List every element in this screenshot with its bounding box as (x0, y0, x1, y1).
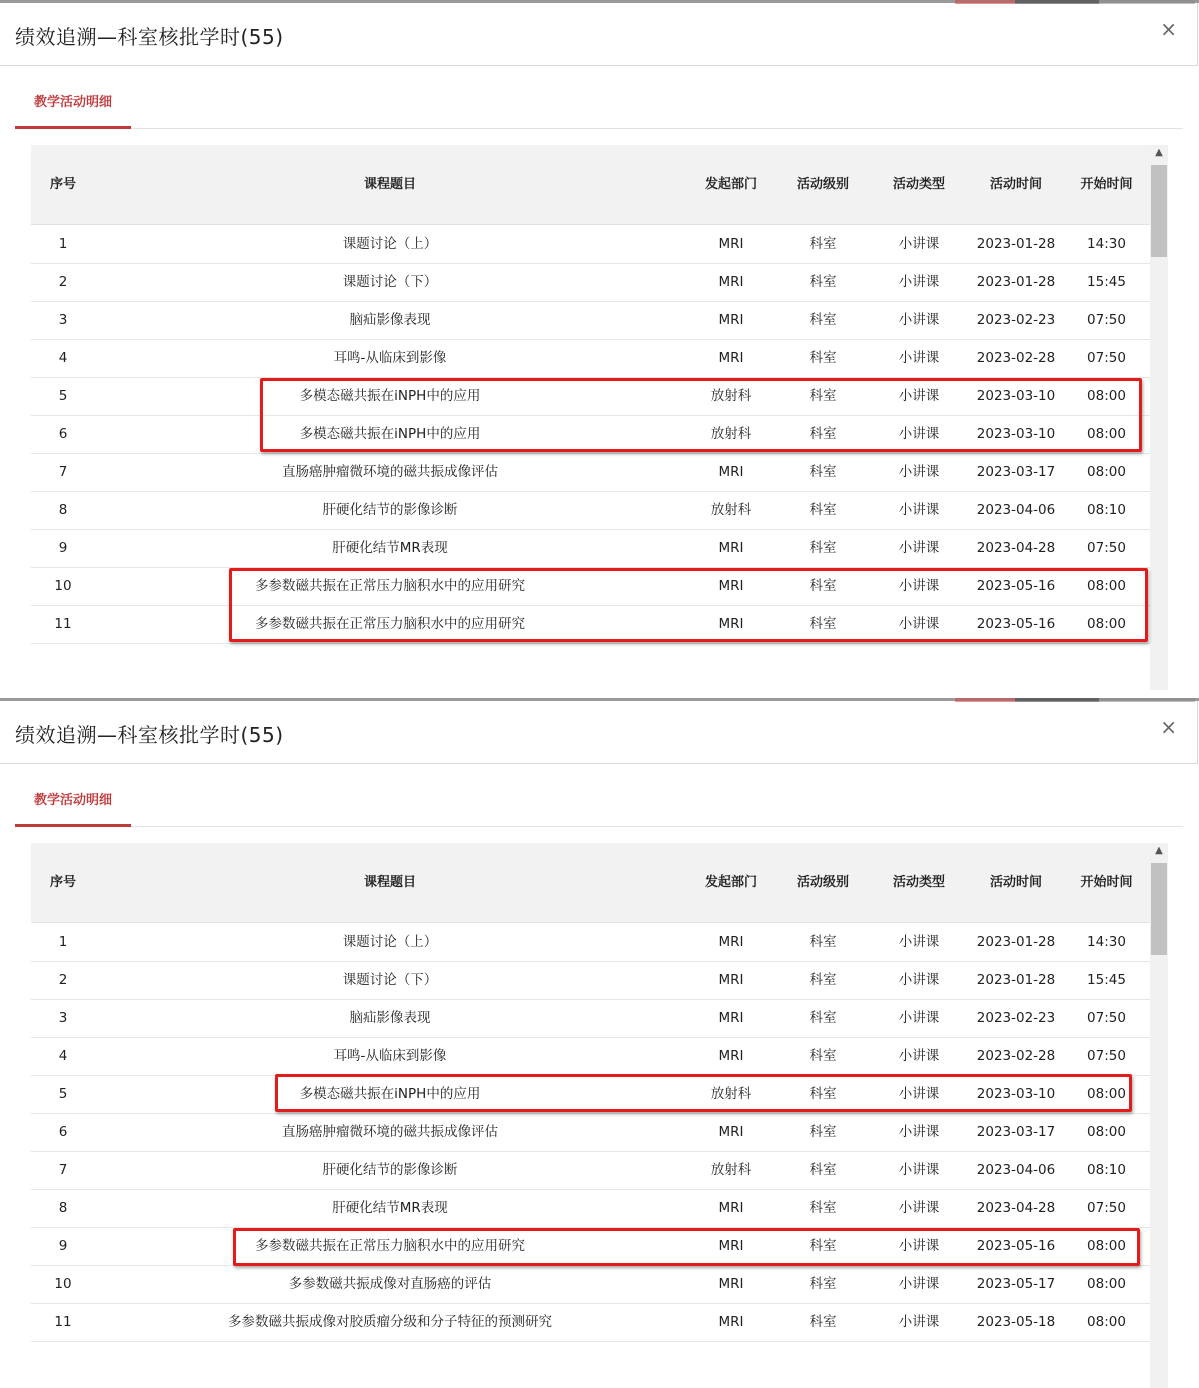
cell-course-title: 肝硬化结节的影像诊断 (322, 502, 458, 518)
cell-index: 3 (58, 312, 68, 328)
cell-department: MRI (718, 578, 744, 594)
cell-department: MRI (718, 972, 744, 988)
cell-type: 小讲课 (898, 350, 940, 366)
modal-dialog-before (0, 0, 1199, 690)
cell-type: 小讲课 (898, 1086, 940, 1102)
cell-level: 科室 (809, 464, 837, 480)
column-header-course-title: 课程题目 (363, 875, 416, 890)
table-row[interactable] (31, 301, 1150, 340)
cell-department: MRI (718, 236, 744, 252)
cell-course-title: 肝硬化结节MR表现 (332, 540, 448, 556)
cell-date: 2023-05-16 (976, 616, 1056, 632)
cell-index: 10 (54, 1276, 72, 1292)
cell-index: 1 (58, 236, 68, 252)
cell-level: 科室 (809, 312, 837, 328)
cell-course-title: 课题讨论（下） (342, 274, 438, 290)
modal-header (0, 3, 1198, 66)
cell-index: 2 (58, 972, 68, 988)
cell-course-title: 多参数磁共振成像对直肠癌的评估 (288, 1276, 492, 1292)
cell-start-time: 08:00 (1087, 1276, 1126, 1292)
modal-title: 绩效追溯—科室核批学时(55) (15, 723, 284, 747)
scrollbar-thumb[interactable] (1151, 165, 1167, 257)
table-row[interactable] (31, 339, 1150, 378)
cell-date: 2023-05-16 (976, 578, 1056, 594)
cell-start-time: 08:00 (1087, 1238, 1126, 1254)
cell-level: 科室 (809, 1314, 837, 1330)
table-row[interactable] (31, 999, 1150, 1038)
cell-department: MRI (718, 1314, 744, 1330)
scrollbar-thumb[interactable] (1151, 863, 1167, 955)
cell-department: MRI (718, 934, 744, 950)
cell-level: 科室 (809, 1086, 837, 1102)
cell-department: MRI (718, 1048, 744, 1064)
close-icon[interactable]: × (1160, 715, 1177, 739)
highlight-box (233, 1228, 1140, 1266)
cell-level: 科室 (809, 616, 837, 632)
cell-type: 小讲课 (898, 274, 940, 290)
cell-course-title: 多参数磁共振在正常压力脑积水中的应用研究 (255, 1238, 525, 1254)
cell-course-title: 肝硬化结节的影像诊断 (322, 1162, 458, 1178)
cell-start-time: 08:10 (1087, 1162, 1126, 1178)
table-row[interactable] (31, 1189, 1150, 1228)
cell-date: 2023-04-28 (976, 540, 1056, 556)
cell-start-time: 07:50 (1087, 312, 1126, 328)
cell-date: 2023-03-10 (976, 388, 1056, 404)
cell-level: 科室 (809, 350, 837, 366)
cell-level: 科室 (809, 388, 837, 404)
cell-type: 小讲课 (898, 502, 940, 518)
cell-type: 小讲课 (898, 1314, 940, 1330)
cell-index: 6 (58, 426, 68, 442)
column-header-type: 活动类型 (892, 177, 945, 192)
cell-start-time: 08:00 (1087, 616, 1126, 632)
cell-type: 小讲课 (898, 972, 940, 988)
column-header-level: 活动级别 (796, 875, 849, 890)
cell-start-time: 15:45 (1087, 972, 1126, 988)
table-row[interactable] (31, 225, 1150, 264)
cell-type: 小讲课 (898, 1162, 940, 1178)
cell-course-title: 肝硬化结节MR表现 (332, 1200, 448, 1216)
table-row[interactable] (31, 453, 1150, 492)
cell-department: 放射科 (710, 426, 752, 442)
highlight-box (275, 1074, 1132, 1112)
cell-department: MRI (718, 1276, 744, 1292)
modal-dialog-after (0, 698, 1199, 1388)
cell-course-title: 课题讨论（上） (342, 236, 438, 252)
cell-type: 小讲课 (898, 1124, 940, 1140)
cell-type: 小讲课 (898, 578, 940, 594)
cell-date: 2023-05-18 (976, 1314, 1056, 1330)
column-header-type: 活动类型 (892, 875, 945, 890)
cell-department: MRI (718, 312, 744, 328)
cell-start-time: 07:50 (1087, 1010, 1126, 1026)
cell-date: 2023-03-10 (976, 426, 1056, 442)
cell-start-time: 08:00 (1087, 464, 1126, 480)
cell-start-time: 08:00 (1087, 1124, 1126, 1140)
table-row[interactable] (31, 1113, 1150, 1152)
column-header-course-title: 课程题目 (363, 177, 416, 192)
modal-title: 绩效追溯—科室核批学时(55) (15, 25, 284, 49)
cell-type: 小讲课 (898, 1238, 940, 1254)
column-header-date: 活动时间 (989, 177, 1042, 192)
table-row[interactable] (31, 1037, 1150, 1076)
cell-start-time: 08:00 (1087, 1086, 1126, 1102)
cell-index: 3 (58, 1010, 68, 1026)
cell-type: 小讲课 (898, 540, 940, 556)
cell-date: 2023-02-28 (976, 1048, 1056, 1064)
table-row[interactable] (31, 529, 1150, 568)
cell-index: 10 (54, 578, 72, 594)
cell-date: 2023-01-28 (976, 934, 1056, 950)
cell-start-time: 08:00 (1087, 388, 1126, 404)
cell-course-title: 脑疝影像表现 (349, 312, 431, 328)
table-row[interactable] (31, 1303, 1150, 1342)
cell-level: 科室 (809, 1238, 837, 1254)
table-row[interactable] (31, 491, 1150, 530)
cell-start-time: 08:00 (1087, 426, 1126, 442)
cell-index: 11 (54, 616, 72, 632)
cell-type: 小讲课 (898, 1010, 940, 1026)
cell-type: 小讲课 (898, 934, 940, 950)
cell-level: 科室 (809, 236, 837, 252)
cell-date: 2023-03-17 (976, 1124, 1056, 1140)
column-header-start-time: 开始时间 (1080, 177, 1133, 192)
cell-start-time: 07:50 (1087, 1048, 1126, 1064)
cell-date: 2023-01-28 (976, 972, 1056, 988)
vertical-scrollbar[interactable] (1150, 843, 1168, 1388)
cell-start-time: 07:50 (1087, 350, 1126, 366)
cell-start-time: 08:10 (1087, 502, 1126, 518)
cell-index: 9 (58, 540, 68, 556)
cell-level: 科室 (809, 1124, 837, 1140)
cell-course-title: 耳鸣-从临床到影像 (333, 350, 447, 366)
cell-date: 2023-02-28 (976, 350, 1056, 366)
cell-start-time: 07:50 (1087, 540, 1126, 556)
tab-bar (15, 786, 1183, 827)
cell-index: 7 (58, 464, 68, 480)
cell-date: 2023-04-06 (976, 1162, 1056, 1178)
column-header-index: 序号 (49, 177, 76, 192)
cell-level: 科室 (809, 274, 837, 290)
cell-department: MRI (718, 464, 744, 480)
column-header-level: 活动级别 (796, 177, 849, 192)
cell-index: 6 (58, 1124, 68, 1140)
cell-index: 8 (58, 502, 68, 518)
scroll-up-icon[interactable]: ▲ (1155, 147, 1163, 158)
cell-level: 科室 (809, 540, 837, 556)
cell-date: 2023-04-06 (976, 502, 1056, 518)
table-row[interactable] (31, 961, 1150, 1000)
column-header-department: 发起部门 (704, 177, 757, 192)
cell-date: 2023-05-17 (976, 1276, 1056, 1292)
cell-department: MRI (718, 274, 744, 290)
cell-course-title: 耳鸣-从临床到影像 (333, 1048, 447, 1064)
cell-department: MRI (718, 540, 744, 556)
cell-start-time: 08:00 (1087, 578, 1126, 594)
cell-department: 放射科 (710, 1162, 752, 1178)
cell-type: 小讲课 (898, 464, 940, 480)
cell-index: 8 (58, 1200, 68, 1216)
table-row[interactable] (31, 923, 1150, 962)
cell-course-title: 多参数磁共振在正常压力脑积水中的应用研究 (255, 616, 525, 632)
cell-type: 小讲课 (898, 1048, 940, 1064)
cell-type: 小讲课 (898, 388, 940, 404)
cell-start-time: 07:50 (1087, 1200, 1126, 1216)
table-row[interactable] (31, 263, 1150, 302)
tab-bar (15, 88, 1183, 129)
cell-index: 11 (54, 1314, 72, 1330)
column-header-date: 活动时间 (989, 875, 1042, 890)
cell-index: 9 (58, 1238, 68, 1254)
modal-header (0, 701, 1198, 764)
cell-type: 小讲课 (898, 1276, 940, 1292)
column-header-start-time: 开始时间 (1080, 875, 1133, 890)
cell-department: 放射科 (710, 502, 752, 518)
cell-date: 2023-05-16 (976, 1238, 1056, 1254)
cell-department: MRI (718, 616, 744, 632)
table-row[interactable] (31, 1151, 1150, 1190)
cell-department: MRI (718, 350, 744, 366)
cell-level: 科室 (809, 426, 837, 442)
cell-level: 科室 (809, 1276, 837, 1292)
cell-course-title: 直肠癌肿瘤微环境的磁共振成像评估 (282, 1124, 498, 1140)
cell-index: 2 (58, 274, 68, 290)
cell-index: 5 (58, 1086, 68, 1102)
cell-department: 放射科 (710, 388, 752, 404)
table-header (31, 145, 1150, 225)
activity-table (31, 843, 1168, 1388)
column-header-index: 序号 (49, 875, 76, 890)
cell-index: 1 (58, 934, 68, 950)
cell-department: MRI (718, 1010, 744, 1026)
column-header-department: 发起部门 (704, 875, 757, 890)
cell-course-title: 脑疝影像表现 (349, 1010, 431, 1026)
cell-level: 科室 (809, 1162, 837, 1178)
vertical-scrollbar[interactable] (1150, 145, 1168, 690)
cell-course-title: 课题讨论（下） (342, 972, 438, 988)
cell-course-title: 直肠癌肿瘤微环境的磁共振成像评估 (282, 464, 498, 480)
cell-course-title: 多参数磁共振成像对胶质瘤分级和分子特征的预测研究 (228, 1314, 552, 1330)
cell-start-time: 14:30 (1087, 236, 1126, 252)
cell-index: 5 (58, 388, 68, 404)
cell-date: 2023-02-23 (976, 1010, 1056, 1026)
cell-date: 2023-02-23 (976, 312, 1056, 328)
cell-date: 2023-04-28 (976, 1200, 1056, 1216)
cell-department: MRI (718, 1124, 744, 1140)
table-header (31, 843, 1150, 923)
cell-level: 科室 (809, 1200, 837, 1216)
cell-course-title: 多模态磁共振在iNPH中的应用 (299, 426, 481, 442)
duplicate-highlight-box (260, 378, 1142, 452)
table-row[interactable] (31, 1265, 1150, 1304)
cell-level: 科室 (809, 502, 837, 518)
cell-type: 小讲课 (898, 312, 940, 328)
cell-level: 科室 (809, 934, 837, 950)
cell-department: 放射科 (710, 1086, 752, 1102)
close-icon[interactable]: × (1160, 17, 1177, 41)
cell-date: 2023-03-17 (976, 464, 1056, 480)
cell-type: 小讲课 (898, 426, 940, 442)
cell-index: 4 (58, 350, 68, 366)
cell-level: 科室 (809, 1048, 837, 1064)
cell-start-time: 15:45 (1087, 274, 1126, 290)
cell-course-title: 课题讨论（上） (342, 934, 438, 950)
cell-index: 7 (58, 1162, 68, 1178)
cell-type: 小讲课 (898, 616, 940, 632)
cell-department: MRI (718, 1200, 744, 1216)
tab-teaching-activity-detail[interactable]: 教学活动明细 (15, 88, 131, 129)
cell-level: 科室 (809, 1010, 837, 1026)
cell-type: 小讲课 (898, 236, 940, 252)
cell-index: 4 (58, 1048, 68, 1064)
cell-course-title: 多模态磁共振在iNPH中的应用 (299, 1086, 481, 1102)
cell-course-title: 多参数磁共振在正常压力脑积水中的应用研究 (255, 578, 525, 594)
cell-date: 2023-01-28 (976, 236, 1056, 252)
cell-department: MRI (718, 1238, 744, 1254)
cell-start-time: 08:00 (1087, 1314, 1126, 1330)
duplicate-highlight-box (229, 568, 1148, 642)
scroll-up-icon[interactable]: ▲ (1155, 845, 1163, 856)
cell-date: 2023-03-10 (976, 1086, 1056, 1102)
cell-start-time: 14:30 (1087, 934, 1126, 950)
cell-type: 小讲课 (898, 1200, 940, 1216)
cell-course-title: 多模态磁共振在iNPH中的应用 (299, 388, 481, 404)
tab-teaching-activity-detail[interactable]: 教学活动明细 (15, 786, 131, 827)
cell-level: 科室 (809, 972, 837, 988)
cell-level: 科室 (809, 578, 837, 594)
cell-date: 2023-01-28 (976, 274, 1056, 290)
